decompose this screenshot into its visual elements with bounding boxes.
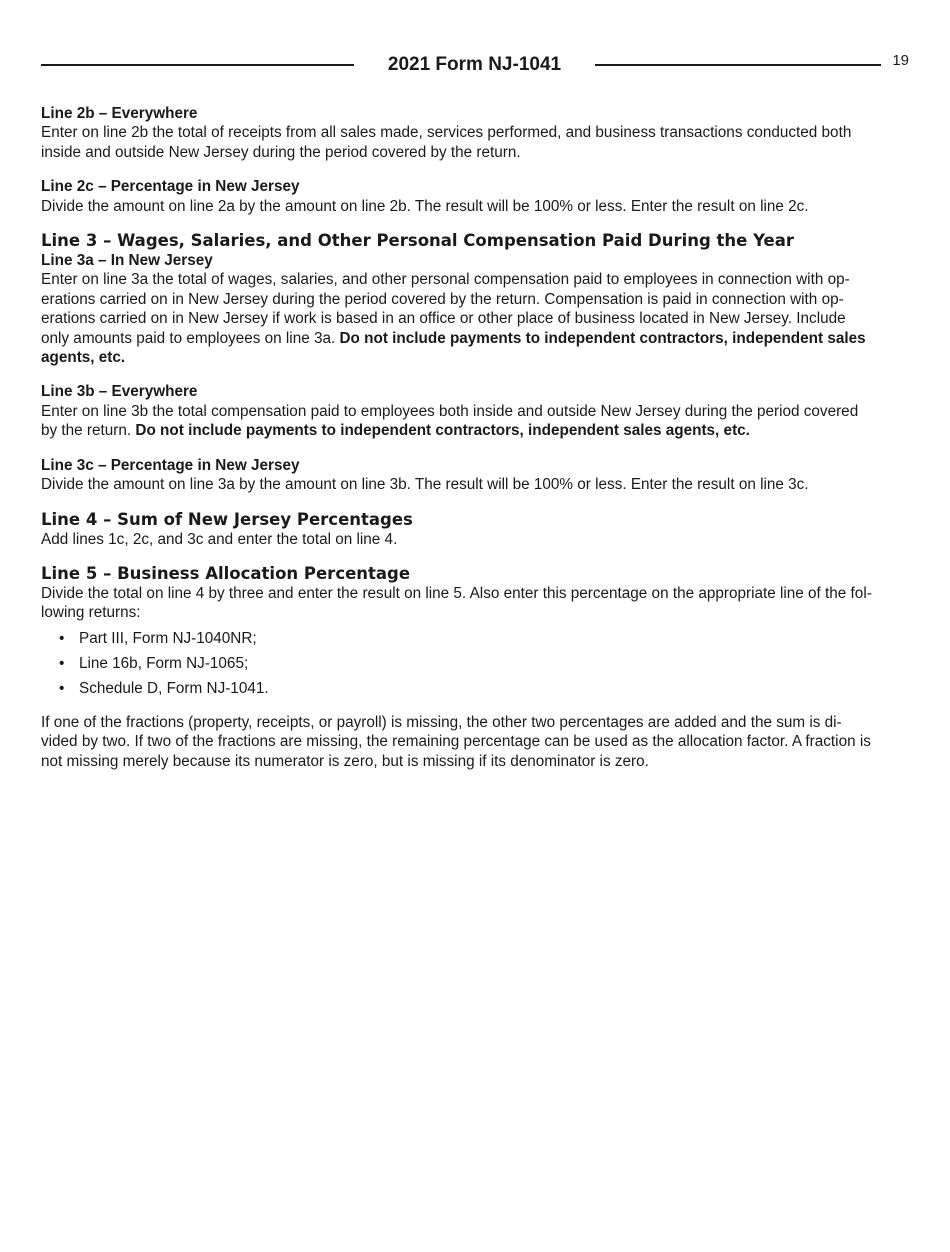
line-4-heading: Line 4 – Sum of New Jersey Percentages xyxy=(41,509,413,529)
header-rule-right xyxy=(595,64,881,66)
line-3a-text-2: erations carried on in New Jersey during the period covered by the return. Compensation is paid in connection with op- xyxy=(41,290,844,308)
page-title: 2021 Form NJ-1041 xyxy=(387,54,562,75)
bullet-icon: • xyxy=(59,654,65,672)
line-3a-text-1: Enter on line 3a the total of wages, salaries, and other personal compensation paid to employees in connection with op- xyxy=(41,271,850,289)
line-5-text-2: lowing returns: xyxy=(41,604,141,622)
line-3b-heading: Line 3b – Everywhere xyxy=(41,383,198,401)
section-line-5 xyxy=(41,564,912,771)
section-line-3 xyxy=(41,231,912,367)
page-header xyxy=(41,52,909,78)
list-item xyxy=(41,654,912,673)
line-3b-text-2 xyxy=(41,421,912,440)
section-line-2c xyxy=(41,177,912,216)
line-5-closing-1: If one of the fractions (property, receipts, or payroll) is missing, the other two percentages are added and the sum is di- xyxy=(41,713,842,731)
bullet-icon: • xyxy=(59,679,65,697)
line-3-heading: Line 3 – Wages, Salaries, and Other Personal Compensation Paid During the Year xyxy=(41,231,795,251)
document-body xyxy=(41,104,912,786)
page-number: 19 xyxy=(892,52,909,69)
line-2b-text-2: inside and outside New Jersey during the period covered by the return. xyxy=(41,143,521,161)
line-5-closing-2: vided by two. If two of the fractions are missing, the remaining percentage can be used as the allocation factor. A fraction is xyxy=(41,733,871,751)
return-list xyxy=(41,629,912,698)
line-3b-text-2-plain: by the return. xyxy=(41,422,136,440)
line-2b-heading: Line 2b – Everywhere xyxy=(41,105,198,122)
section-line-4 xyxy=(41,510,912,549)
header-rule-left xyxy=(41,64,354,66)
section-line-3c xyxy=(41,456,912,495)
list-item-text: Schedule D, Form NJ-1041. xyxy=(79,679,269,697)
list-item xyxy=(41,679,912,698)
line-3b-text-1: Enter on line 3b the total compensation paid to employees both inside and outside New Jersey during the period covered xyxy=(41,402,859,420)
line-2c-heading: Line 2c – Percentage in New Jersey xyxy=(41,178,300,196)
line-2c-text: Divide the amount on line 2a by the amount on line 2b. The result will be 100% or less. Enter the result on line 2c. xyxy=(41,197,809,215)
line-3c-text: Divide the amount on line 3a by the amount on line 3b. The result will be 100% or less. Enter the result on line 3c. xyxy=(41,476,809,494)
section-line-2b xyxy=(41,104,912,162)
line-3a-heading: Line 3a – In New Jersey xyxy=(41,252,213,270)
line-5-text-1: Divide the total on line 4 by three and enter the result on line 5. Also enter this percentage on the appropriate line of the fol- xyxy=(41,584,872,602)
line-3a-warning-2: agents, etc. xyxy=(41,349,126,367)
list-item-text: Line 16b, Form NJ-1065; xyxy=(79,654,249,672)
line-3a-text-3: erations carried on in New Jersey if work is based in an office or other place of business located in New Jersey. Include xyxy=(41,310,846,328)
section-line-3b xyxy=(41,382,912,440)
line-4-text: Add lines 1c, 2c, and 3c and enter the total on line 4. xyxy=(41,530,398,548)
line-3a-warning-1: Do not include payments to independent contractors, independent sales xyxy=(339,329,866,347)
list-item-text: Part III, Form NJ-1040NR; xyxy=(79,629,257,647)
line-3a-text-4 xyxy=(41,329,912,348)
list-item xyxy=(41,629,912,648)
line-3a-text-4-plain: only amounts paid to employees on line 3a. xyxy=(41,329,340,347)
line-3c-heading: Line 3c – Percentage in New Jersey xyxy=(41,456,300,474)
line-2b-text-1: Enter on line 2b the total of receipts from all sales made, services performed, and business transactions conducted both xyxy=(41,124,852,142)
line-3b-warning: Do not include payments to independent contractors, independent sales agents, etc. xyxy=(135,422,750,440)
line-5-heading: Line 5 – Business Allocation Percentage xyxy=(41,563,411,583)
bullet-icon: • xyxy=(59,629,65,647)
line-5-closing-3: not missing merely because its numerator is zero, but is missing if its denominator is zero. xyxy=(41,752,649,770)
